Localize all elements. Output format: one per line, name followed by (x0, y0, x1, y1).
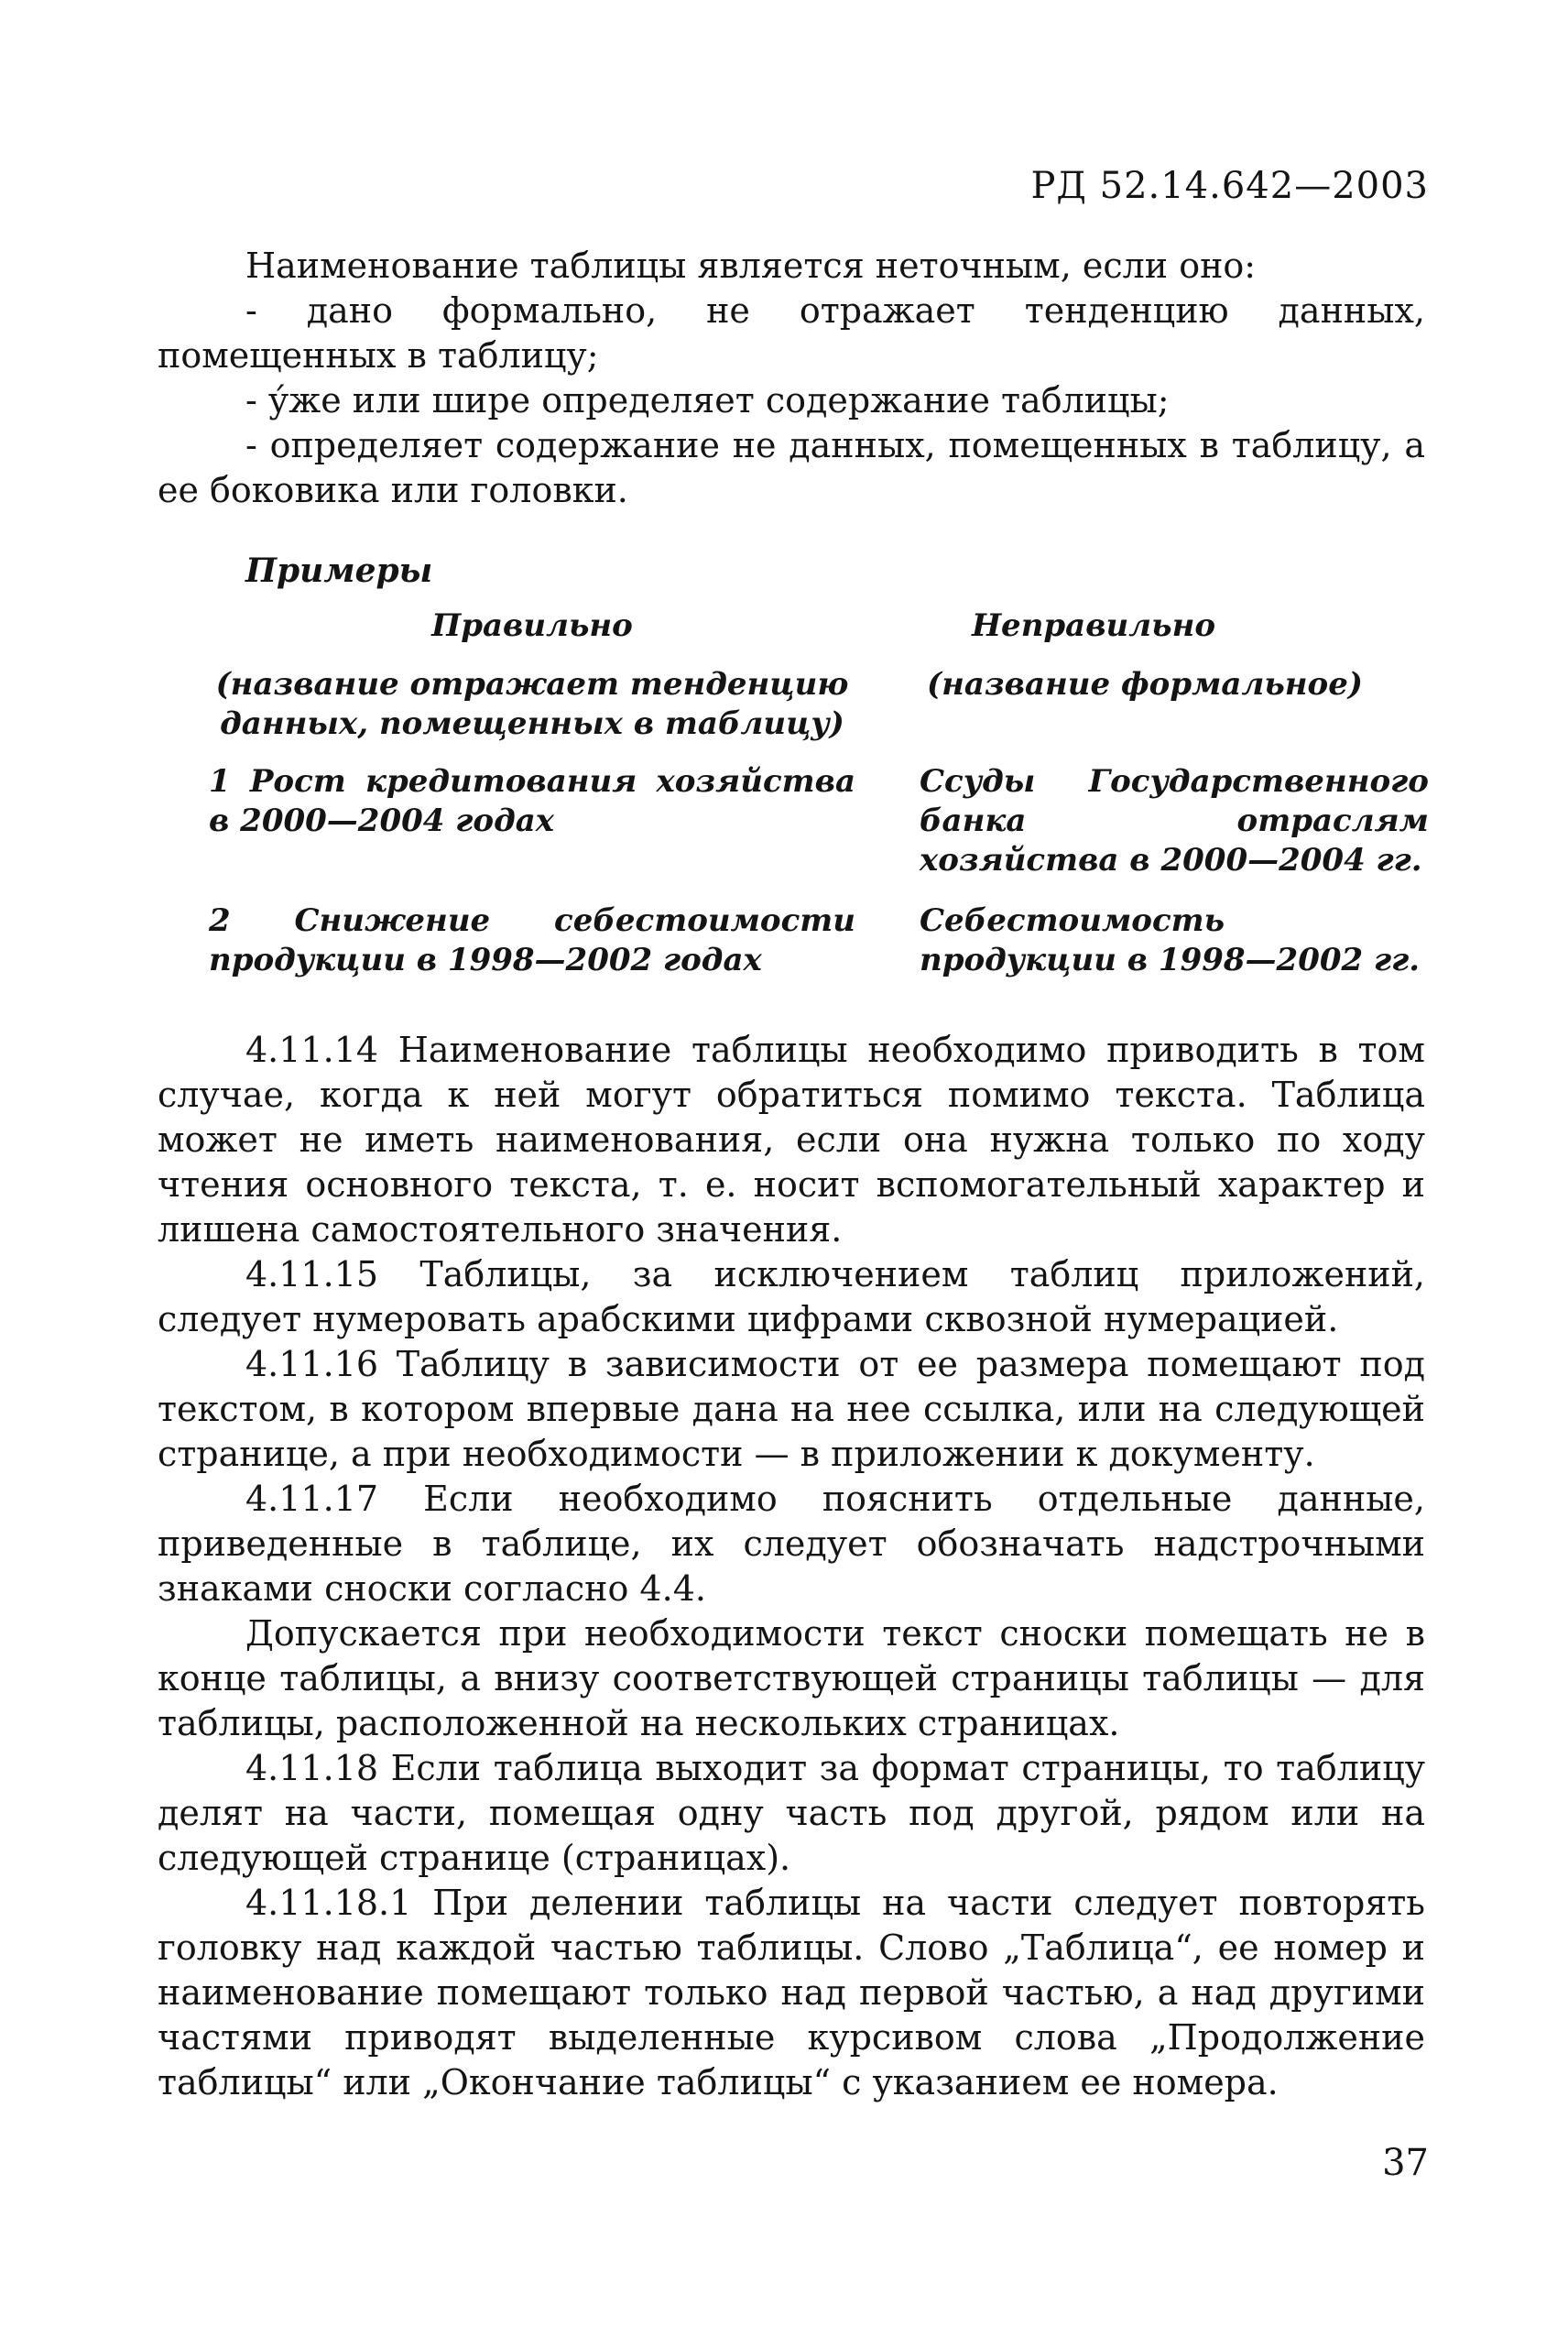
body-section (158, 1028, 1425, 2105)
intro-item: - определяет содержание не данных, помещенных в таблицу, а ее боковика или головки. (158, 425, 1425, 510)
paragraph-footnote-note: Допускается при необходимости текст сноски помещать не в конце таблицы, а внизу соответствующей страницы таблицы — для таблицы, расположенной на нескольких страницах. (158, 1613, 1425, 1743)
paragraph-4-11-16: 4.11.16 Таблицу в зависимости от ее размера помещают под текстом, в котором впервые дана на нее ссылка, или на следующей странице, а при необходимости — в приложении к документу. (158, 1344, 1425, 1474)
page-number: 37 (1382, 2142, 1429, 2184)
intro-section (158, 244, 1425, 513)
correct-example-1: 1 Рост кредитования хозяйства в 2000—2004 годах (209, 763, 855, 839)
document-id: РД 52.14.642—2003 (1030, 165, 1429, 207)
incorrect-example-1: Ссуды Государственного банка отраслям хозяйства в 2000—2004 гг. (920, 763, 1429, 879)
paragraph-4-11-15: 4.11.15 Таблицы, за исключением таблиц приложений, следует нумеровать арабскими цифрами сквозной нумерацией. (158, 1254, 1425, 1339)
intro-item: - дано формально, не отражает тенденцию данных, помещенных в таблицу; (158, 290, 1425, 376)
paragraph-4-11-18-1: 4.11.18.1 При делении таблицы на части следует повторять головку над каждой частью таблицы. Слово „Таблица“, ее номер и наименование помещают только над первой частью, а над другими частями приводят выделенные курсивом слова „Продолжение таблицы“ или „Окончание таблицы“ с указанием ее номера. (158, 1883, 1425, 2102)
correct-heading: Правильно (431, 607, 633, 644)
paragraph-4-11-18: 4.11.18 Если таблица выходит за формат страницы, то таблицу делят на части, помещая одну часть под другой, рядом или на следующей странице (страницах). (158, 1748, 1425, 1878)
correct-note: (название отражает тенденцию данных, помещенных в таблицу) (215, 666, 849, 742)
intro-lead: Наименование таблицы является неточным, если оно: (245, 246, 1257, 286)
incorrect-example-2: Себестоимость продукции в 1998—2002 гг. (920, 902, 1421, 978)
correct-example-2: 2 Снижение себестоимости продукции в 1998—2002 годах (209, 902, 855, 978)
incorrect-heading: Неправильно (971, 607, 1216, 644)
examples-heading: Примеры (245, 551, 433, 590)
paragraph-4-11-14: 4.11.14 Наименование таблицы необходимо приводить в том случае, когда к ней могут обратиться помимо текста. Таблица может не иметь наименования, если она нужна только по ходу чтения основного текста, т. е. носит вспомогательный характер и лишена самостоятельного значения. (158, 1030, 1425, 1250)
incorrect-note: (название формальное) (927, 666, 1363, 703)
intro-item: - у́же или шире определяет содержание таблицы; (245, 380, 1170, 420)
paragraph-4-11-17: 4.11.17 Если необходимо пояснить отдельные данные, приведенные в таблице, их следует обозначать надстрочными знаками сноски согласно 4.4. (158, 1479, 1425, 1609)
